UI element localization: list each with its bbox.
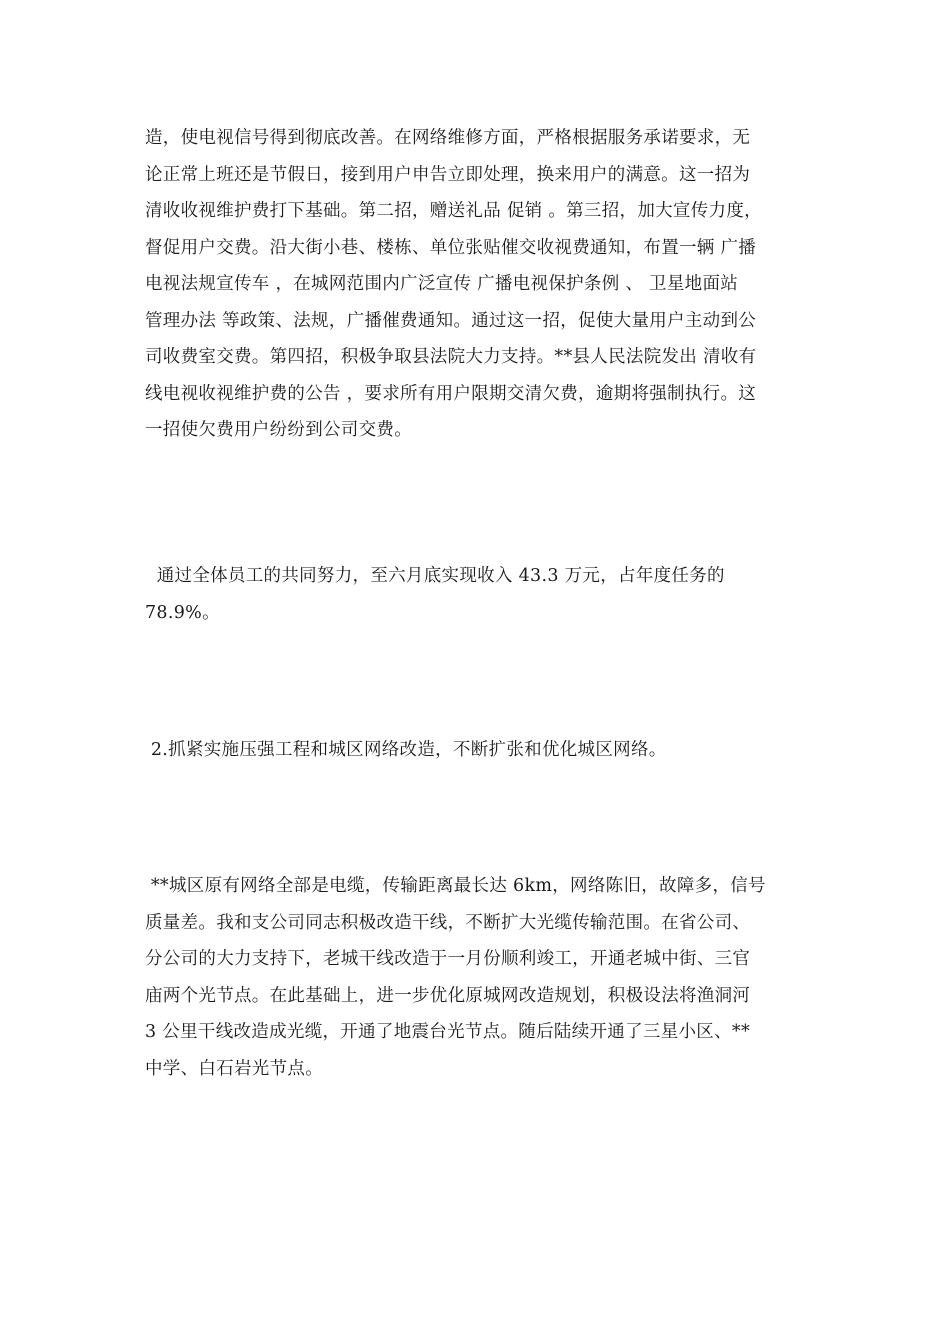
text-line: 通过全体员工的共同努力，至六月底实现收入 43.3 万元，占年度任务的 bbox=[145, 566, 725, 586]
text-line: 线电视收视维护费的公告 ，要求所有用户限期交清欠费，逾期将强制执行。这 bbox=[145, 383, 757, 404]
paragraph-fee-collection-measures bbox=[145, 120, 810, 449]
paragraph-revenue-result bbox=[145, 558, 810, 631]
text-line: 庙两个光节点。在此基础上，进一步优化原城网改造规划，积极设法将渔洞河 bbox=[145, 985, 751, 1006]
text-line: 司收费室交费。第四招，积极争取县法院大力支持。**县人民法院发出 清收有 bbox=[145, 347, 757, 367]
text-line: 一招使欠费用户纷纷到公司交费。 bbox=[145, 420, 412, 440]
text-line: 78.9%。 bbox=[145, 602, 220, 623]
text-line: 3 公里干线改造成光缆，开通了地震台光节点。随后陆续开通了三星小区、** bbox=[145, 1022, 750, 1042]
text-line: 造，使电视信号得到彻底改善。在网络维修方面，严格根据服务承诺要求，无 bbox=[145, 128, 751, 148]
section-heading-network-upgrade bbox=[145, 732, 810, 769]
text-line: 督促用户交费。沿大街小巷、楼栋、单位张贴催交收视费通知，布置一辆 广播 bbox=[145, 237, 757, 258]
text-line: 清收收视维护费打下基础。第二招，赠送礼品 促销 。第三招，加大宣传力度， bbox=[145, 201, 762, 221]
text-line: **城区原有网络全部是电缆，传输距离最长达 6km，网络陈旧，故障多，信号 bbox=[145, 876, 766, 896]
text-line: 论正常上班还是节假日，接到用户申告立即处理，换来用户的满意。这一招为 bbox=[145, 164, 751, 185]
text-line: 电视法规宣传车 ，在城网范围内广泛宣传 广播电视保护条例 、 卫星地面站 bbox=[145, 274, 739, 294]
text-line: 分公司的大力支持下，老城干线改造于一月份顺利竣工，开通老城中街、三官 bbox=[145, 949, 751, 969]
text-line: 中学、白石岩光节点。 bbox=[145, 1058, 323, 1079]
text-line: 管理办法 等政策、法规，广播催费通知。通过这一招，促使大量用户主动到公 bbox=[145, 310, 757, 331]
text-line: 2.抓紧实施压强工程和城区网络改造，不断扩张和优化城区网络。 bbox=[145, 740, 667, 760]
text-line: 质量差。我和支公司同志积极改造干线，不断扩大光缆传输范围。在省公司、 bbox=[145, 912, 751, 933]
paragraph-network-upgrade-details bbox=[145, 868, 810, 1087]
